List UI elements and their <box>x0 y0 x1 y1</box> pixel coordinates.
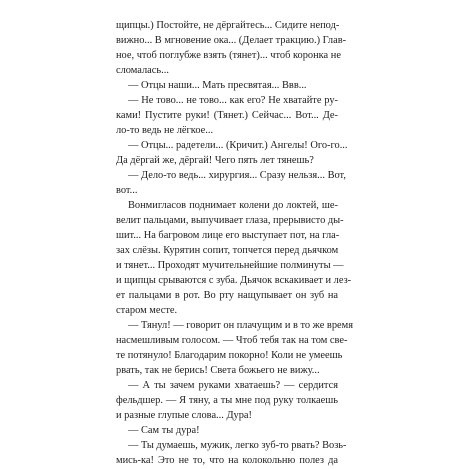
text-line: сломалась... <box>116 65 169 76</box>
text-line: — А ты зачем руками хватаешь? — сердится <box>128 380 338 391</box>
text-line: Да дёргай же, дёргай! Чего пять лет тянешь? <box>116 155 314 166</box>
text-line: Вонмигласов поднимает колени до локтей, ше- <box>128 200 338 211</box>
text-line: фельдшер. — Я тяну, а ты мне под руку толкаешь <box>116 395 338 406</box>
text-line: те потянуло! Благодарим покорно! Коли не умеешь <box>116 350 343 361</box>
text-line: — Тянул! — говорит он плачущим и в то же время <box>128 320 354 331</box>
text-line: — Дело-то ведь... хирургия... Сразу нельзя... Вот, <box>128 170 346 181</box>
text-line: — Отцы... радетели... (Кричит.) Ангелы! Ого-го... <box>128 140 348 151</box>
text-line: мись-ка! Это не то, что на колокольню полез да <box>116 455 338 466</box>
text-line: — Сам ты дура! <box>128 425 200 436</box>
text-line: вот... <box>116 185 138 196</box>
book-page <box>116 18 354 466</box>
text-line: рвать, так не берись! Света божьего не вижу... <box>116 365 320 376</box>
text-line: и тянет... Проходят мучительнейшие полминуты — <box>116 260 344 271</box>
text-line: ло-то ведь не лёгкое... <box>116 125 214 136</box>
text-line: велит пальцами, выпучивает глаза, прерывисто ды- <box>116 215 344 226</box>
text-line: вижно... В мгновение ока... (Делает тракцию.) Глав- <box>116 35 347 46</box>
text-line: ет пальцами в рот. Во рту нащупывает он зуб на <box>116 290 338 301</box>
text-line: — Ты думаешь, мужик, легко зуб-то рвать? Возь- <box>128 440 347 451</box>
text-line: ками! Пустите руки! (Тянет.) Сейчас... Вот... Де- <box>116 110 338 121</box>
text-line: насмешливым голосом. — Чтоб тебя так на том све- <box>116 335 348 346</box>
text-line: ное, чтоб поглубже взять (тянет)... чтоб коронка не <box>116 50 341 61</box>
text-line: зах слёзы. Курятин сопит, топчется перед дьячком <box>116 245 339 256</box>
text-line: — Не тово... не тово... как его? Не хватайте ру- <box>128 95 338 106</box>
text-line: — Отцы наши... Мать пресвятая... Ввв... <box>128 80 307 91</box>
text-line: старом месте. <box>116 305 178 316</box>
text-line: шит... На багровом лице его выступает пот, на гла- <box>116 230 340 241</box>
text-line: и разные глупые слова... Дура! <box>116 410 253 421</box>
text-line: щипцы.) Постойте, не дёргайтесь... Сидите непод- <box>116 20 340 31</box>
text-line: и щипцы срываются с зуба. Дьячок вскакивает и лез- <box>116 275 352 286</box>
